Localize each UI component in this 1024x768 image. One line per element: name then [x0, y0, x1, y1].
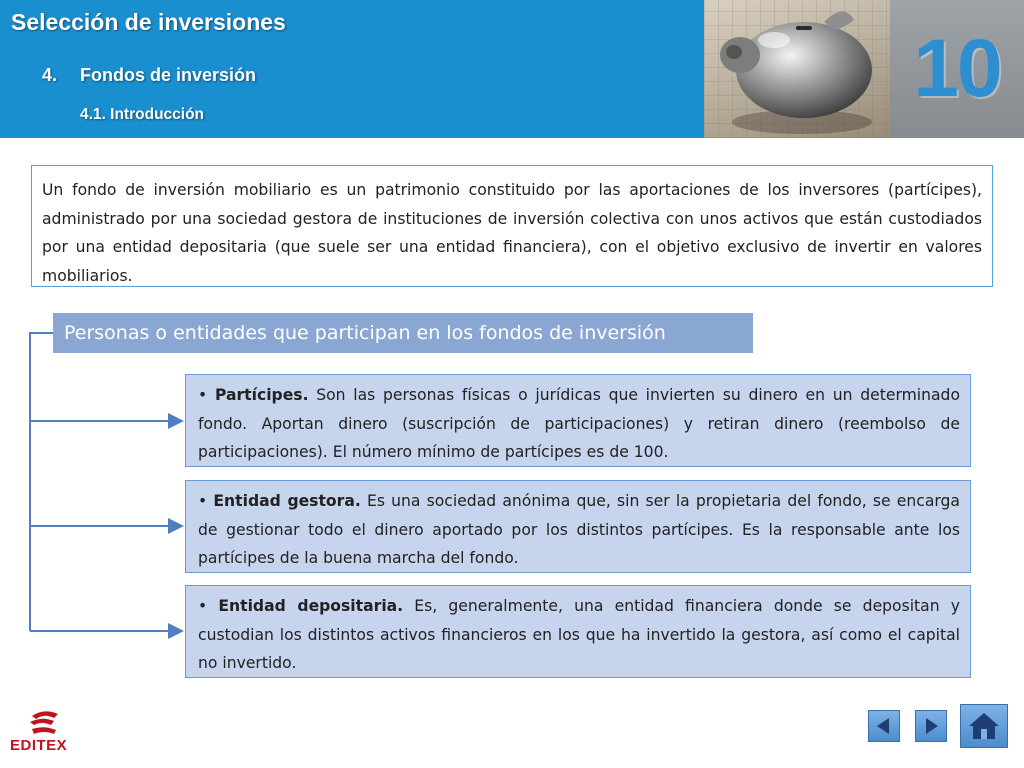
house-icon [967, 711, 1001, 741]
previous-button[interactable] [868, 710, 900, 742]
editex-logo-text: EDITEX [10, 737, 68, 754]
participant-item-participes [185, 374, 971, 467]
editex-logo [10, 710, 80, 760]
subsection-heading: 4.1. Introducción [80, 106, 205, 123]
home-button[interactable] [960, 704, 1008, 748]
section-number: 4. [42, 65, 58, 85]
participant-item-gestora [185, 480, 971, 573]
triangle-right-icon [921, 716, 941, 736]
item-term: Partícipes. [214, 386, 309, 404]
bullet: • [198, 492, 208, 510]
item-term: Entidad gestora. [213, 492, 361, 510]
participant-item-depositaria [185, 585, 971, 678]
page-title: Selección de inversiones [11, 9, 286, 35]
bullet: • [198, 386, 208, 404]
editex-logo-mark-icon [24, 710, 64, 738]
intro-textbox: Un fondo de inversión mobiliario es un patrimonio constituido por las aportaciones de los inversores (partícipes), administrado por una sociedad gestora de instituciones de inversión colectiva con unos activos que están custodiados por una entidad depositaria (que suele ser una entidad financiera), con el objetivo exclusivo de invertir en valores mobiliarios. [31, 165, 993, 287]
item-text: Es, generalmente, una entidad financiera donde se depositan y custodian los distintos activos financieros en los que ha invertido la gestora, así como el capital no invertido. [198, 597, 960, 672]
triangle-left-icon [874, 716, 894, 736]
item-text: Son las personas físicas o jurídicas que invierten su dinero en un determinado fondo. Aportan dinero (suscripción de participaciones) y retiran dinero (reembolso de participaciones). El número mínimo de partícipes es de 100. [198, 386, 960, 461]
item-term: Entidad depositaria. [218, 597, 404, 615]
item-text: Es una sociedad anónima que, sin ser la propietaria del fondo, se encarga de gestionar todo el dinero aportado por los distintos partícipes. Es la responsable ante los partícipes de la buena marcha del fondo. [198, 492, 960, 567]
section-title: Fondos de inversión [80, 65, 257, 85]
next-button[interactable] [915, 710, 947, 742]
bullet: • [198, 597, 208, 615]
participants-heading: Personas o entidades que participan en los fondos de inversión [53, 313, 753, 353]
unit-number: 10 [913, 23, 1001, 114]
